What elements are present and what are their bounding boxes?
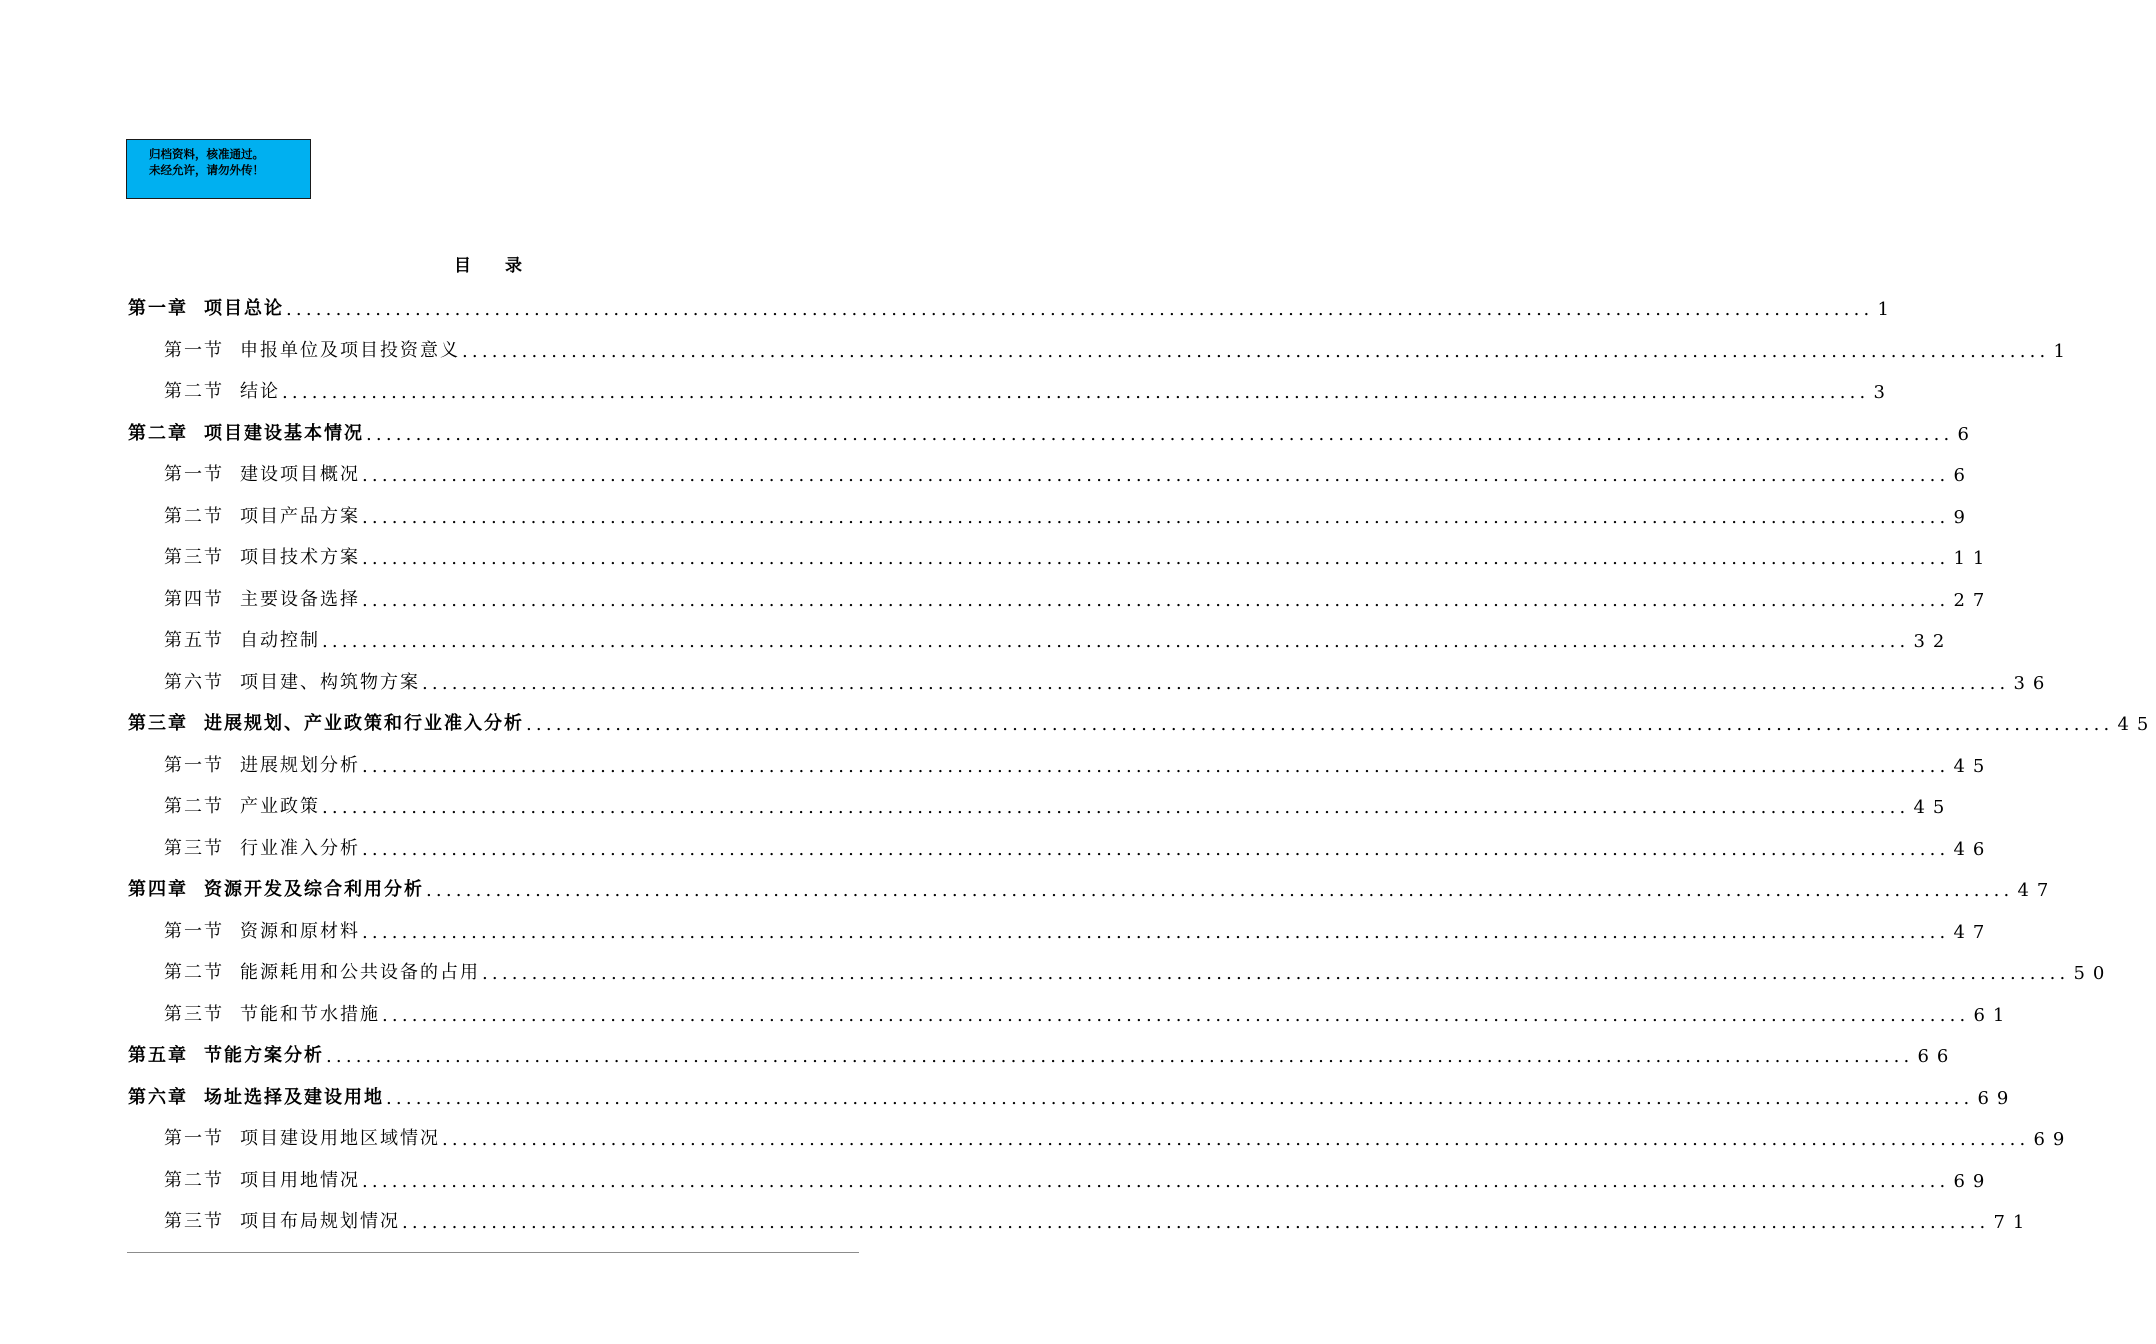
toc-entry-title: 项目建设用地区域情况 — [240, 1128, 440, 1149]
toc-section-entry[interactable] — [164, 328, 2073, 362]
toc-entry-number: 第一节 — [164, 464, 224, 485]
toc-entry-title: 项目技术方案 — [240, 547, 360, 568]
toc-dot-leader: ................................................................................................................................................................ — [402, 1212, 1990, 1233]
toc-entry-title: 节能和节水措施 — [240, 1003, 380, 1025]
toc-entry-title: 项目布局规划情况 — [240, 1211, 400, 1232]
toc-entry-number: 第三节 — [164, 1003, 224, 1025]
toc-chapter-entry[interactable] — [128, 411, 1977, 445]
toc-dot-leader: ................................................................................................................................................................ — [526, 714, 2114, 735]
toc-chapter-entry[interactable] — [128, 286, 1897, 320]
toc-page-number: 69 — [2033, 1129, 2073, 1150]
toc-entry-number: 第三节 — [164, 547, 224, 568]
toc-entry-label — [164, 917, 360, 943]
toc-entry-number: 第二节 — [164, 381, 224, 402]
toc-entry-number: 第一章 — [128, 298, 188, 319]
toc-entry-number: 第二节 — [164, 505, 224, 527]
toc-section-entry[interactable] — [164, 1158, 1993, 1192]
toc-dot-leader: ................................................................................................................................................................ — [326, 1046, 1914, 1067]
toc-dot-leader: ................................................................................................................................................................ — [362, 1170, 1950, 1192]
toc-page-number: 6 — [1953, 465, 1973, 486]
toc-entry-number: 第一节 — [164, 339, 224, 361]
toc-dot-leader: ................................................................................................................................................................ — [442, 1129, 2030, 1150]
toc-entry-title: 场址选择及建设用地 — [204, 1086, 384, 1108]
toc-entry-title: 节能方案分析 — [204, 1045, 324, 1066]
toc-entry-label — [128, 294, 284, 320]
toc-entry-label — [128, 875, 424, 901]
toc-entry-label — [164, 626, 320, 652]
toc-entry-label — [164, 502, 360, 528]
toc-entry-title: 项目建、构筑物方案 — [240, 671, 420, 693]
toc-entry-label — [128, 1041, 324, 1067]
toc-page-number: 11 — [1953, 548, 1993, 569]
toc-section-entry[interactable] — [164, 743, 1993, 777]
toc-section-entry[interactable] — [164, 1116, 2073, 1150]
toc-chapter-entry[interactable] — [128, 1033, 1957, 1067]
toc-entry-label — [128, 1083, 384, 1109]
toc-entry-title: 申报单位及项目投资意义 — [240, 339, 460, 361]
toc-entry-label — [164, 668, 420, 694]
toc-page-number: 71 — [1993, 1212, 2033, 1233]
toc-section-entry[interactable] — [164, 577, 1993, 611]
stamp-line-2: 未经允许，请勿外传！ — [149, 163, 264, 177]
toc-page-number: 9 — [1953, 506, 1973, 528]
toc-dot-leader: ................................................................................................................................................................ — [362, 838, 1950, 860]
toc-entry-title: 资源开发及综合利用分析 — [204, 879, 424, 900]
toc-page-number: 50 — [2073, 963, 2113, 984]
toc-entry-label — [164, 543, 360, 569]
toc-dot-leader: ................................................................................................................................................................ — [322, 797, 1910, 818]
toc-page-number: 32 — [1913, 631, 1953, 652]
toc-entry-label — [164, 958, 480, 984]
toc-entry-number: 第五章 — [128, 1045, 188, 1066]
toc-entry-title: 结论 — [240, 381, 280, 402]
toc-page-number: 45 — [1953, 755, 1993, 777]
toc-dot-leader: ................................................................................................................................................................ — [386, 1087, 1974, 1109]
toc-entry-number: 第三章 — [128, 713, 188, 734]
toc-entry-number: 第六章 — [128, 1086, 188, 1108]
toc-chapter-entry[interactable] — [128, 867, 2057, 901]
toc-entry-label — [164, 377, 280, 403]
toc-page-number: 47 — [2017, 880, 2057, 901]
toc-page-number: 27 — [1953, 589, 1993, 611]
toc-entry-label — [164, 751, 360, 777]
toc-dot-leader: ................................................................................................................................................................ — [422, 672, 2010, 694]
toc-entry-title: 资源和原材料 — [240, 920, 360, 942]
toc-entry-number: 第三节 — [164, 1211, 224, 1232]
toc-entry-title: 项目产品方案 — [240, 505, 360, 527]
toc-entry-number: 第三节 — [164, 837, 224, 859]
toc-dot-leader: ................................................................................................................................................................ — [482, 963, 2070, 984]
toc-entry-number: 第二节 — [164, 796, 224, 817]
toc-entry-number: 第一节 — [164, 920, 224, 942]
toc-page-number: 1 — [1877, 299, 1897, 320]
toc-page-number: 3 — [1873, 382, 1893, 403]
archive-stamp — [126, 139, 311, 199]
toc-page-number: 66 — [1917, 1046, 1957, 1067]
toc-dot-leader: ................................................................................................................................................................ — [322, 631, 1910, 652]
toc-page-number: 45 — [1913, 797, 1953, 818]
toc-entry-number: 第一节 — [164, 754, 224, 776]
toc-entry-label — [128, 709, 524, 735]
toc-section-entry[interactable] — [164, 784, 1953, 818]
toc-entry-title: 主要设备选择 — [240, 588, 360, 610]
toc-entry-title: 行业准入分析 — [240, 837, 360, 859]
toc-dot-leader: ................................................................................................................................................................ — [362, 465, 1950, 486]
toc-section-entry[interactable] — [164, 660, 2053, 694]
toc-dot-leader: ................................................................................................................................................................ — [366, 423, 1954, 445]
toc-title: 目 录 — [454, 256, 536, 276]
toc-section-entry[interactable] — [164, 909, 1993, 943]
toc-section-entry[interactable] — [164, 369, 1893, 403]
toc-page-number: 69 — [1977, 1087, 2017, 1109]
toc-dot-leader: ................................................................................................................................................................ — [462, 340, 2050, 362]
toc-entry-number: 第二节 — [164, 962, 224, 983]
toc-page-number: 36 — [2013, 672, 2053, 694]
toc-entry-label — [164, 1166, 360, 1192]
toc-dot-leader: ................................................................................................................................................................ — [362, 755, 1950, 777]
toc-page-number: 47 — [1953, 921, 1993, 943]
toc-entry-title: 项目用地情况 — [240, 1169, 360, 1191]
toc-page-number: 1 — [2053, 340, 2073, 362]
toc-dot-leader: ................................................................................................................................................................ — [382, 1004, 1970, 1026]
toc-dot-leader: ................................................................................................................................................................ — [362, 548, 1950, 569]
toc-entry-title: 项目总论 — [204, 298, 284, 319]
footer-divider — [127, 1252, 859, 1253]
toc-entry-label — [164, 460, 360, 486]
toc-chapter-entry[interactable] — [128, 701, 2156, 735]
toc-section-entry[interactable] — [164, 1199, 2033, 1233]
toc-entry-label — [164, 1000, 380, 1026]
toc-entry-label — [128, 419, 364, 445]
toc-entry-label — [164, 1124, 440, 1150]
toc-entry-label — [164, 336, 460, 362]
toc-entry-title: 能源耗用和公共设备的占用 — [240, 962, 480, 983]
toc-entry-title: 项目建设基本情况 — [204, 422, 364, 444]
toc-dot-leader: ................................................................................................................................................................ — [282, 382, 1870, 403]
toc-dot-leader: ................................................................................................................................................................ — [426, 880, 2014, 901]
toc-dot-leader: ................................................................................................................................................................ — [362, 589, 1950, 611]
toc-section-entry[interactable] — [164, 494, 1973, 528]
toc-entry-label — [164, 834, 360, 860]
toc-entry-label — [164, 792, 320, 818]
toc-entry-title: 建设项目概况 — [240, 464, 360, 485]
toc-dot-leader: ................................................................................................................................................................ — [362, 506, 1950, 528]
stamp-line-1: 归档资料，核准通过。 — [149, 147, 264, 161]
toc-page-number: 45 — [2117, 714, 2156, 735]
toc-entry-number: 第一节 — [164, 1128, 224, 1149]
toc-page-number: 6 — [1957, 423, 1977, 445]
toc-entry-number: 第六节 — [164, 671, 224, 693]
toc-entry-number: 第二节 — [164, 1169, 224, 1191]
toc-entry-title: 进展规划分析 — [240, 754, 360, 776]
toc-entry-title: 产业政策 — [240, 796, 320, 817]
toc-section-entry[interactable] — [164, 992, 2013, 1026]
toc-section-entry[interactable] — [164, 618, 1953, 652]
toc-entry-number: 第四节 — [164, 588, 224, 610]
toc-entry-label — [164, 585, 360, 611]
toc-entry-title: 自动控制 — [240, 630, 320, 651]
toc-chapter-entry[interactable] — [128, 1075, 2017, 1109]
toc-section-entry[interactable] — [164, 535, 1993, 569]
toc-page-number: 69 — [1953, 1170, 1993, 1192]
toc-section-entry[interactable] — [164, 950, 2113, 984]
toc-entry-number: 第四章 — [128, 879, 188, 900]
toc-page-number: 46 — [1953, 838, 1993, 860]
toc-section-entry[interactable] — [164, 452, 1973, 486]
toc-entry-label — [164, 1207, 400, 1233]
toc-dot-leader: ................................................................................................................................................................ — [362, 921, 1950, 943]
toc-section-entry[interactable] — [164, 826, 1993, 860]
toc-entry-title: 进展规划、产业政策和行业准入分析 — [204, 713, 524, 734]
toc-entry-number: 第二章 — [128, 422, 188, 444]
toc-page-number: 61 — [1973, 1004, 2013, 1026]
toc-dot-leader: ................................................................................................................................................................ — [286, 299, 1874, 320]
toc-entry-number: 第五节 — [164, 630, 224, 651]
